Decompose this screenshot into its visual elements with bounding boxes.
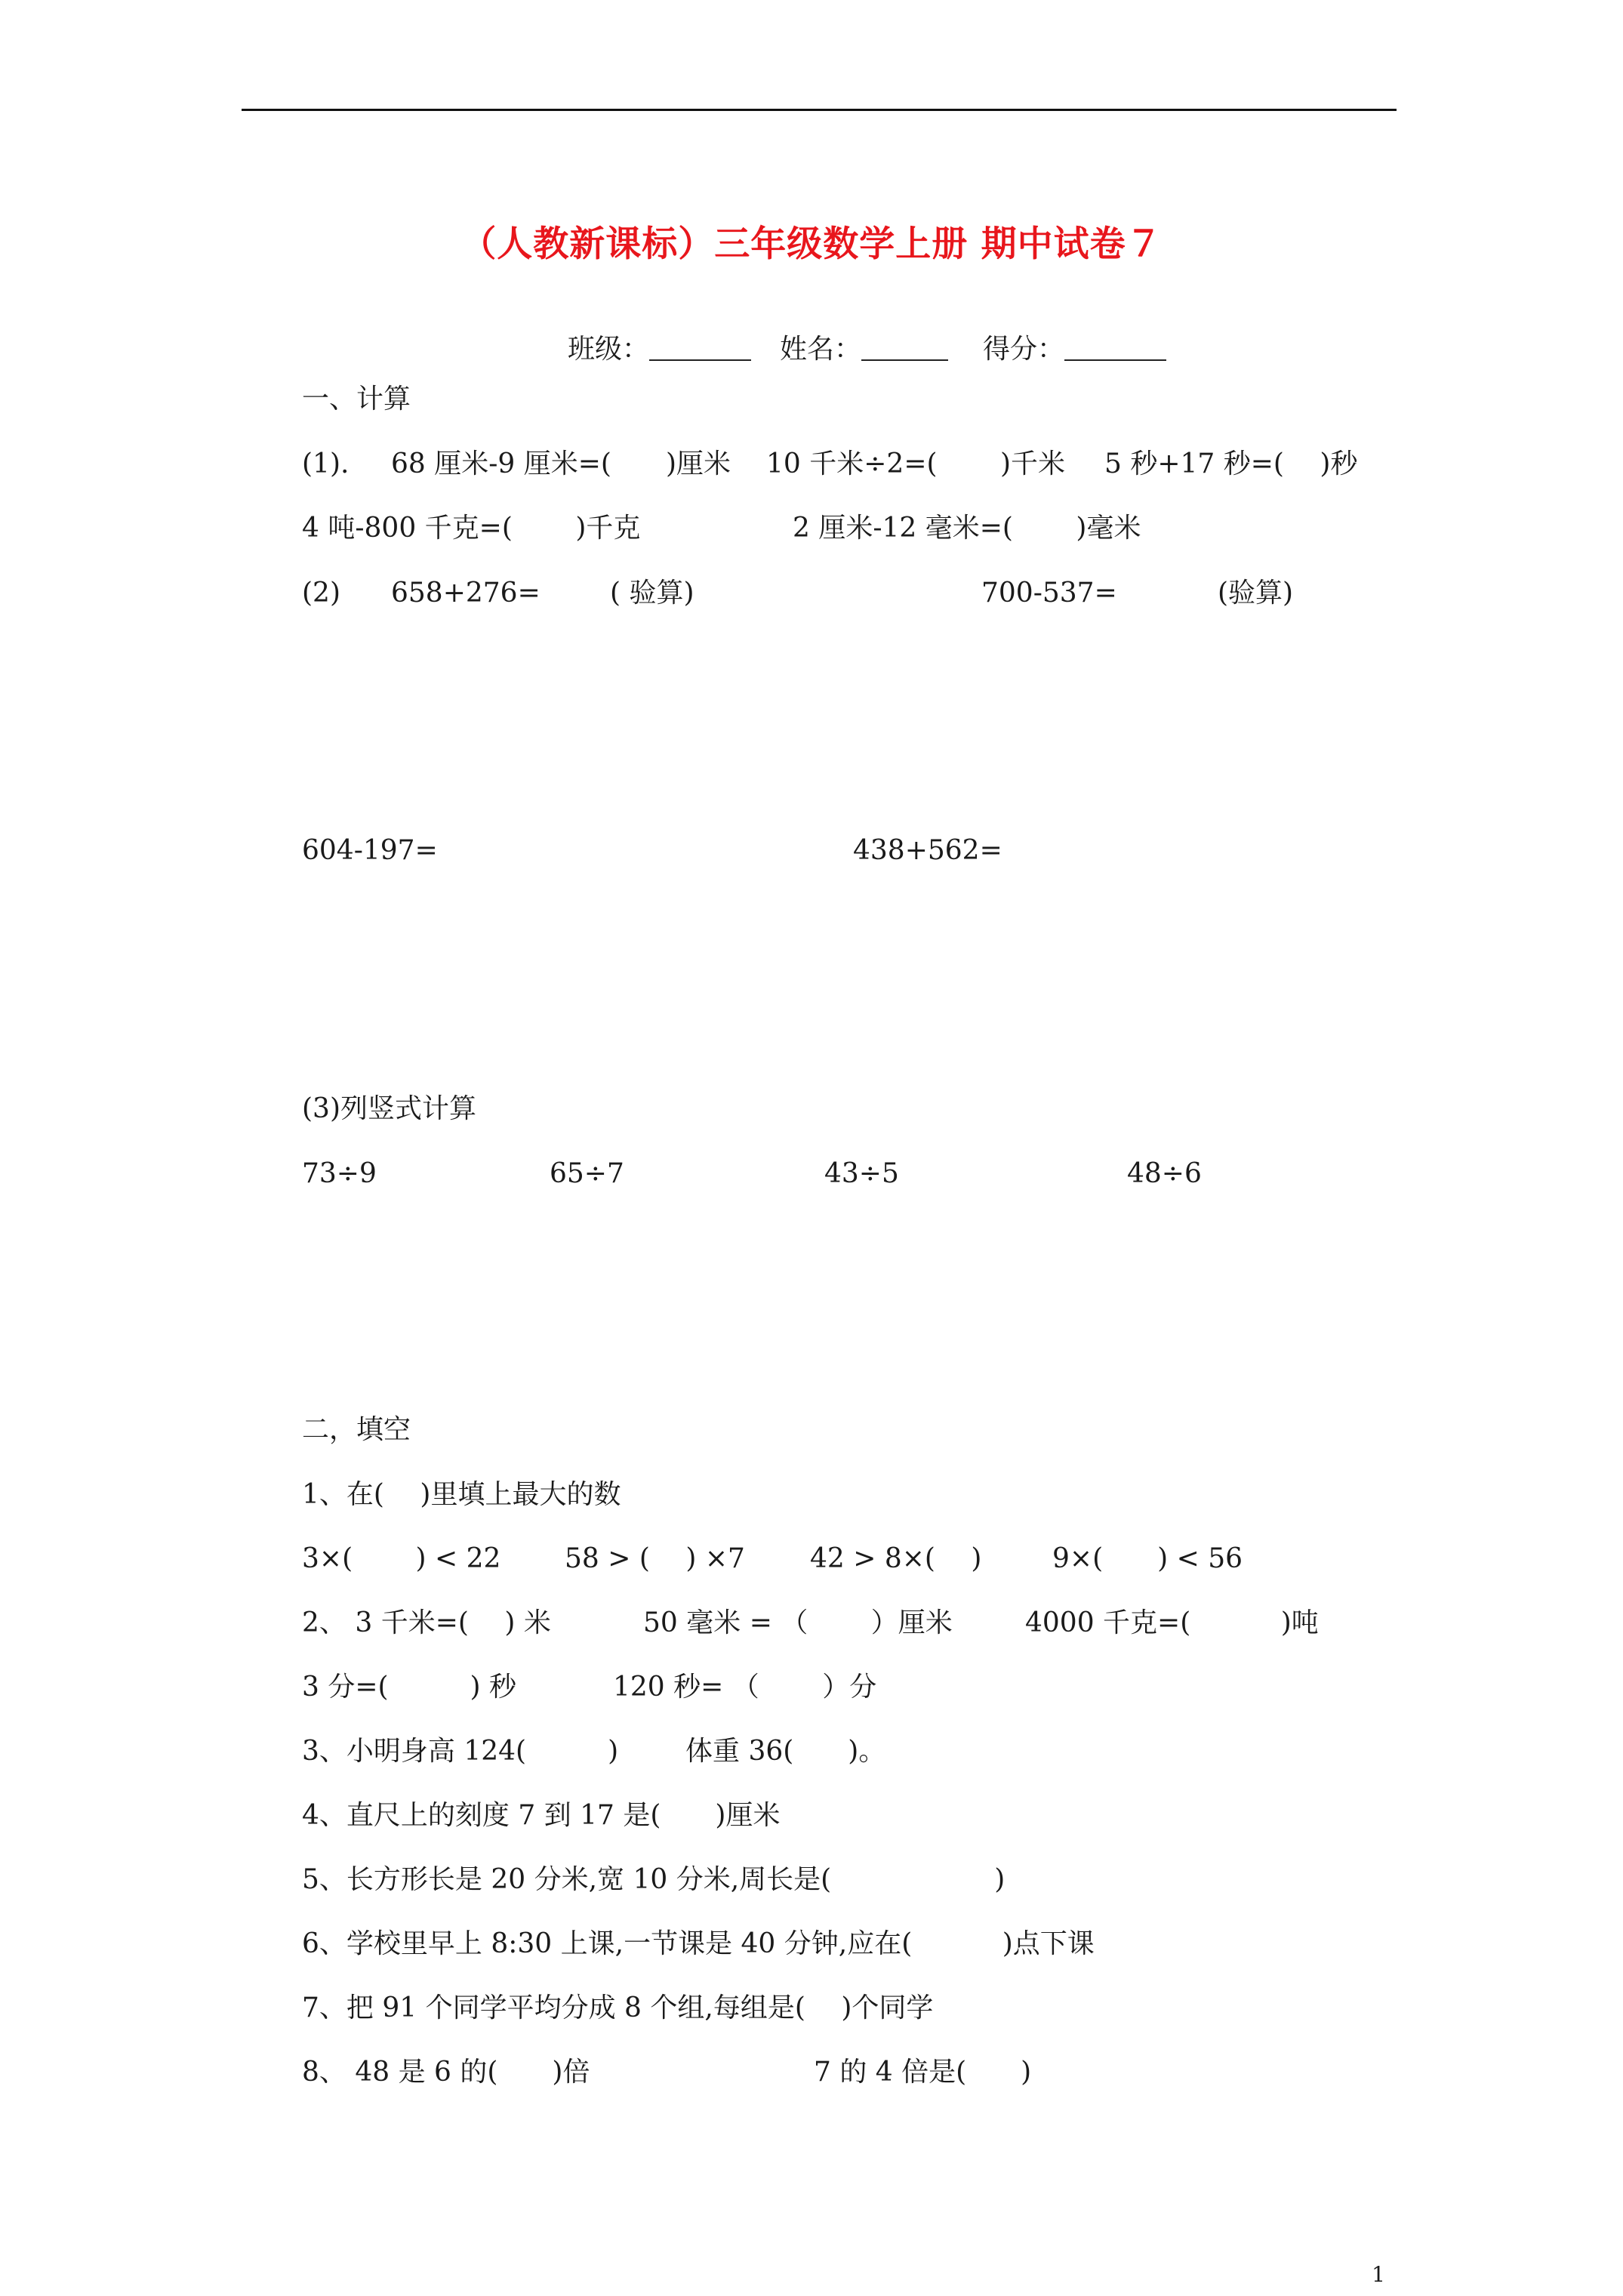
s1-q3-item: 48÷6 xyxy=(1127,1158,1202,1189)
s1-q1-d: 4 吨-800 千克=( )千克 xyxy=(302,513,641,544)
s2-q8-b: 7 的 4 倍是( ) xyxy=(814,2057,1032,2088)
s2-q6: 6、学校里早上 8:30 上课,一节课是 40 分钟,应在( )点下课 xyxy=(302,1928,1095,1959)
s2-q3-b: 体重 36( )。 xyxy=(685,1736,886,1767)
name-field[interactable] xyxy=(780,332,948,366)
s1-q2-d-expr: 438+562= xyxy=(853,835,1002,866)
s2-q2-e: 120 秒= （ ）分 xyxy=(613,1672,877,1703)
score-label: 得分： xyxy=(983,334,1065,365)
s2-q2-c: 4000 千克=( )吨 xyxy=(1025,1607,1319,1638)
s1-q1-label: (1). xyxy=(302,448,350,479)
s1-q1-a: 68 厘米-9 厘米=( )厘米 xyxy=(391,448,731,479)
s1-q1-c: 5 秒+17 秒=( )秒 xyxy=(1104,448,1358,479)
s2-q2-a: 2、 3 千米=( ) 米 xyxy=(302,1607,551,1638)
name-blank[interactable] xyxy=(861,332,948,361)
s2-q3-a: 3、小明身高 124( ) xyxy=(302,1736,619,1767)
s1-q3-item: 73÷9 xyxy=(302,1158,377,1189)
s1-q2-a-expr: 658+276= xyxy=(391,578,540,609)
class-blank[interactable] xyxy=(649,332,751,361)
s1-q3-heading: (3)列竖式计算 xyxy=(302,1093,476,1124)
s2-q2-b: 50 毫米 = （ ）厘米 xyxy=(643,1607,953,1638)
class-field[interactable] xyxy=(568,332,751,366)
s2-q1-c: 42 > 8×( ) xyxy=(810,1543,982,1574)
s1-q3-item: 65÷7 xyxy=(550,1158,624,1189)
s2-q1-d: 9×( ) < 56 xyxy=(1052,1543,1243,1574)
s1-q3-item: 43÷5 xyxy=(824,1158,899,1189)
s1-q2-label: (2) xyxy=(302,578,340,609)
s1-q1-b: 10 千米÷2=( )千米 xyxy=(766,448,1066,479)
section1-heading: 一、计算 xyxy=(302,384,411,415)
s2-q8-a: 8、 48 是 6 的( )倍 xyxy=(302,2057,590,2088)
s1-q2-a-check: ( 验算) xyxy=(610,578,694,609)
score-blank[interactable] xyxy=(1064,332,1166,361)
s1-q1-e: 2 厘米-12 毫米=( )毫米 xyxy=(793,513,1141,544)
s2-q1-b: 58 > ( ) ×7 xyxy=(565,1543,745,1574)
name-label: 姓名： xyxy=(780,334,862,365)
header-rule xyxy=(242,109,1397,111)
class-label: 班级： xyxy=(568,334,650,365)
page-title: （人教新课标）三年级数学上册 期中试卷７ xyxy=(460,223,1163,265)
s2-q5: 5、长方形长是 20 分米,宽 10 分米,周长是( ) xyxy=(302,1864,1006,1895)
s1-q2-b-check: (验算) xyxy=(1218,578,1294,609)
page-number: 1 xyxy=(1372,2262,1385,2287)
score-field[interactable] xyxy=(983,332,1166,366)
s2-q2-d: 3 分=( ) 秒 xyxy=(302,1672,517,1703)
s2-q4: 4、直尺上的刻度 7 到 17 是( )厘米 xyxy=(302,1800,781,1831)
s1-q2-b-expr: 700-537= xyxy=(981,578,1117,609)
section2-heading: 二，填空 xyxy=(302,1414,411,1445)
s2-q7: 7、把 91 个同学平均分成 8 个组,每组是( )个同学 xyxy=(302,1992,934,2023)
s1-q2-c-expr: 604-197= xyxy=(302,835,438,866)
s2-q1-a: 3×( ) < 22 xyxy=(302,1543,501,1574)
s2-q1-text: 1、在( )里填上最大的数 xyxy=(302,1479,621,1510)
